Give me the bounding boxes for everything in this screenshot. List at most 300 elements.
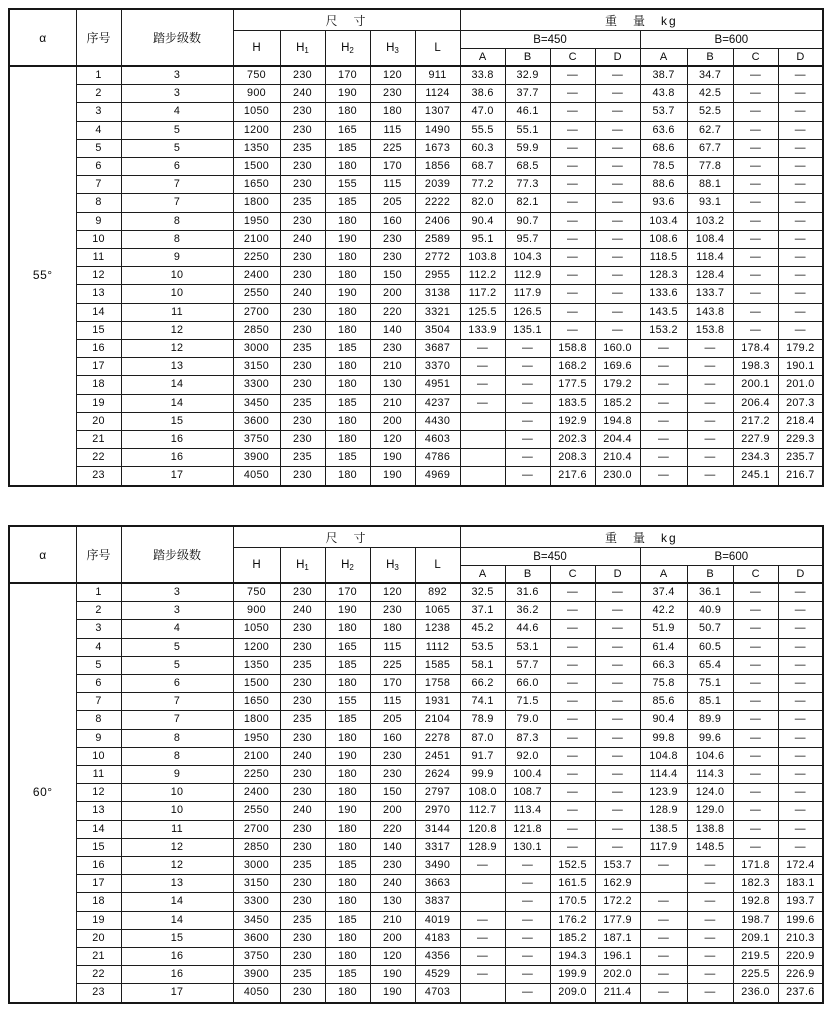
table-cell: 47.0 (460, 103, 505, 121)
table-cell: 3 (121, 583, 233, 602)
table-cell: — (733, 285, 778, 303)
table-cell: — (550, 766, 595, 784)
table-cell: 180 (325, 249, 370, 267)
table-cell: 190 (325, 85, 370, 103)
table-cell: 172.2 (595, 893, 640, 911)
table-cell: 2250 (233, 766, 280, 784)
table-cell: — (595, 66, 640, 85)
table-cell: 114.4 (640, 766, 687, 784)
table-cell: — (778, 249, 823, 267)
table-cell: 892 (415, 583, 460, 602)
table-cell: — (733, 656, 778, 674)
table-cell: 1800 (233, 194, 280, 212)
table-cell: 6 (76, 158, 121, 176)
table-cell: — (550, 103, 595, 121)
table-cell: 185 (325, 194, 370, 212)
table-cell: — (687, 857, 733, 875)
table-cell: 230 (280, 820, 325, 838)
table-cell: — (778, 620, 823, 638)
table-cell: — (505, 467, 550, 486)
table-cell: 3 (76, 103, 121, 121)
table-cell: 3000 (233, 857, 280, 875)
table-cell: 230 (280, 729, 325, 747)
table-cell: 205 (370, 711, 415, 729)
table-cell: — (595, 85, 640, 103)
table-cell: 183.5 (550, 394, 595, 412)
table-cell: 207.3 (778, 394, 823, 412)
table-cell: 1490 (415, 121, 460, 139)
table-cell: — (687, 467, 733, 486)
table-cell: — (550, 729, 595, 747)
table-cell: 62.7 (687, 121, 733, 139)
table-cell: 3300 (233, 893, 280, 911)
table-cell: 172.4 (778, 857, 823, 875)
table-cell: 130.1 (505, 838, 550, 856)
table-cell: 230 (280, 303, 325, 321)
table-cell: 230 (370, 747, 415, 765)
table-cell: 3663 (415, 875, 460, 893)
table-cell: 77.2 (460, 176, 505, 194)
table-cell: 220 (370, 820, 415, 838)
table-cell: 115 (370, 693, 415, 711)
table-cell: 230 (280, 875, 325, 893)
table-cell: 230 (370, 857, 415, 875)
table-cell: 153.2 (640, 321, 687, 339)
table-cell: — (733, 267, 778, 285)
table-cell: 1050 (233, 620, 280, 638)
table-cell: 7 (121, 194, 233, 212)
table-row (9, 121, 823, 139)
table-cell: 17 (121, 467, 233, 486)
table-cell: 22 (76, 449, 121, 467)
table-cell: 168.2 (550, 358, 595, 376)
table-cell: 37.1 (460, 602, 505, 620)
table-cell (460, 984, 505, 1003)
table-cell: 190 (370, 966, 415, 984)
table-cell: — (595, 638, 640, 656)
table-cell: 3450 (233, 911, 280, 929)
table-cell: 4430 (415, 412, 460, 430)
table-cell: 160 (370, 212, 415, 230)
table-cell: 4703 (415, 984, 460, 1003)
table-cell: 240 (280, 230, 325, 248)
table-cell: — (733, 784, 778, 802)
table-cell: 180 (325, 358, 370, 376)
table-cell: 170 (325, 583, 370, 602)
table-cell: 120.8 (460, 820, 505, 838)
table-cell: 61.4 (640, 638, 687, 656)
table-cell: 117.2 (460, 285, 505, 303)
table-cell: 124.0 (687, 784, 733, 802)
table-cell: — (550, 285, 595, 303)
table-row (9, 675, 823, 693)
table-cell: — (595, 656, 640, 674)
table-cell: 66.2 (460, 675, 505, 693)
table-cell: — (505, 948, 550, 966)
table-cell: 75.8 (640, 675, 687, 693)
table-cell: 115 (370, 121, 415, 139)
col-header-alpha: α (9, 9, 76, 66)
table-cell: 123.9 (640, 784, 687, 802)
table-cell: 2970 (415, 802, 460, 820)
table-cell: — (733, 838, 778, 856)
table-cell: — (550, 675, 595, 693)
table-cell: — (778, 729, 823, 747)
table-cell: 16 (121, 948, 233, 966)
table-cell: 68.7 (460, 158, 505, 176)
table-cell: 1200 (233, 638, 280, 656)
table-cell: 230 (280, 893, 325, 911)
table-cell: 88.6 (640, 176, 687, 194)
table-cell: 230 (370, 602, 415, 620)
group-header-weight: 重 量 kg (460, 9, 823, 31)
table-cell: 192.9 (550, 412, 595, 430)
table-cell: 133.6 (640, 285, 687, 303)
table-cell: — (778, 103, 823, 121)
col-header-h: H (233, 548, 280, 584)
table-cell: 11 (76, 249, 121, 267)
table-cell: 85.1 (687, 693, 733, 711)
table-cell: 220 (370, 303, 415, 321)
table-cell: 91.7 (460, 747, 505, 765)
table-cell: 1800 (233, 711, 280, 729)
table-cell: 78.5 (640, 158, 687, 176)
table-cell: — (733, 121, 778, 139)
table-cell: — (778, 656, 823, 674)
table-cell: 68.5 (505, 158, 550, 176)
table-cell: — (687, 394, 733, 412)
table-row (9, 766, 823, 784)
table-cell: 90.7 (505, 212, 550, 230)
table-cell: 230 (280, 675, 325, 693)
table-cell: 183.1 (778, 875, 823, 893)
table-cell: 235 (280, 966, 325, 984)
table-cell: 4019 (415, 911, 460, 929)
table-cell: — (733, 303, 778, 321)
table-cell: 143.8 (687, 303, 733, 321)
table-cell: 1350 (233, 656, 280, 674)
table-cell: 112.7 (460, 802, 505, 820)
table-cell: 235 (280, 656, 325, 674)
table-cell: 1950 (233, 729, 280, 747)
table-cell: — (595, 620, 640, 638)
table-cell: — (733, 693, 778, 711)
table-cell: — (687, 984, 733, 1003)
table-cell: 230 (280, 620, 325, 638)
table-cell: 230 (280, 358, 325, 376)
table-cell: 180 (325, 620, 370, 638)
table-cell: 200 (370, 285, 415, 303)
table-cell: 140 (370, 838, 415, 856)
table-cell: — (595, 230, 640, 248)
table-row (9, 893, 823, 911)
table-cell: 7 (121, 693, 233, 711)
table-cell: 13 (121, 875, 233, 893)
col-header-h: H (233, 31, 280, 67)
table-cell: 199.9 (550, 966, 595, 984)
table-cell: 42.2 (640, 602, 687, 620)
table-cell: — (550, 820, 595, 838)
table-cell: 8 (121, 212, 233, 230)
table-cell: 235 (280, 711, 325, 729)
table-cell: 190 (370, 449, 415, 467)
table-cell: — (687, 911, 733, 929)
table-cell: — (595, 729, 640, 747)
table-cell: 140 (370, 321, 415, 339)
table-cell: 4529 (415, 966, 460, 984)
table-cell: 176.2 (550, 911, 595, 929)
table-cell: 11 (76, 766, 121, 784)
table-cell: — (550, 693, 595, 711)
table-cell: — (595, 321, 640, 339)
table-cell: — (778, 602, 823, 620)
table-cell: 44.6 (505, 620, 550, 638)
table-cell: 227.9 (733, 431, 778, 449)
table-cell: 3750 (233, 431, 280, 449)
table-cell: 135.1 (505, 321, 550, 339)
table-cell: 230 (280, 412, 325, 430)
table-cell: 200.1 (733, 376, 778, 394)
table-cell: 2222 (415, 194, 460, 212)
table-row (9, 431, 823, 449)
table-cell: 5 (121, 121, 233, 139)
table-cell: 5 (121, 656, 233, 674)
table-cell: 10 (121, 285, 233, 303)
table-cell: 8 (121, 230, 233, 248)
table-row (9, 340, 823, 358)
table-cell: 128.3 (640, 267, 687, 285)
table-cell: 117.9 (505, 285, 550, 303)
group-header-dimensions: 尺 寸 (233, 9, 460, 31)
table-cell: — (778, 194, 823, 212)
table-cell: 115 (370, 176, 415, 194)
table-cell: 225 (370, 139, 415, 157)
table-cell: 6 (121, 675, 233, 693)
table-row (9, 729, 823, 747)
table-cell: — (778, 802, 823, 820)
table-cell: 230 (280, 929, 325, 947)
table-cell: — (595, 121, 640, 139)
table-cell: 59.9 (505, 139, 550, 157)
table-cell: 128.9 (640, 802, 687, 820)
table-cell: 15 (76, 838, 121, 856)
table-cell: 148.5 (687, 838, 733, 856)
table-cell: 199.6 (778, 911, 823, 929)
col-header-b600-a: A (640, 566, 687, 584)
table-cell: 17 (76, 358, 121, 376)
table-cell: — (778, 303, 823, 321)
table-cell: 2700 (233, 303, 280, 321)
table-cell: 65.4 (687, 656, 733, 674)
table-cell: 12 (121, 340, 233, 358)
table-cell: 190 (370, 467, 415, 486)
table-cell: — (778, 583, 823, 602)
table-cell: 205 (370, 194, 415, 212)
table-cell: 2039 (415, 176, 460, 194)
col-header-h1: $H_1$ (280, 548, 325, 584)
table-cell: 2624 (415, 766, 460, 784)
table-row (9, 583, 823, 602)
table-row (9, 85, 823, 103)
table-cell: 202.3 (550, 431, 595, 449)
table-cell: — (505, 412, 550, 430)
table-cell: 230 (280, 376, 325, 394)
table-cell: — (733, 729, 778, 747)
col-header-b600-c: C (733, 566, 778, 584)
table-cell: 185 (325, 394, 370, 412)
table-cell: 16 (76, 857, 121, 875)
table-cell: — (550, 249, 595, 267)
table-cell: — (733, 158, 778, 176)
table-cell: 57.7 (505, 656, 550, 674)
table-cell: — (733, 802, 778, 820)
table-cell (640, 875, 687, 893)
table-cell: — (778, 158, 823, 176)
table-cell: — (640, 467, 687, 486)
table-cell: — (550, 656, 595, 674)
table-cell: 208.3 (550, 449, 595, 467)
table-cell: — (595, 838, 640, 856)
table-cell: 185 (325, 911, 370, 929)
table-cell: 1238 (415, 620, 460, 638)
table-cell: 60.3 (460, 139, 505, 157)
spec-table-alpha-55 (8, 8, 824, 487)
table-cell: 77.8 (687, 158, 733, 176)
table-cell: 2278 (415, 729, 460, 747)
table-cell: 10 (121, 802, 233, 820)
table-cell: 108.0 (460, 784, 505, 802)
col-header-b600-b: B (687, 49, 733, 67)
table-cell: 66.3 (640, 656, 687, 674)
table-cell: 128.9 (460, 838, 505, 856)
table-cell: — (687, 966, 733, 984)
table-cell: 3321 (415, 303, 460, 321)
table-cell: 15 (121, 412, 233, 430)
table-cell: — (550, 230, 595, 248)
table-row (9, 212, 823, 230)
table-cell: 200 (370, 412, 415, 430)
table-cell: 121.8 (505, 820, 550, 838)
table-cell: 7 (76, 693, 121, 711)
table-cell: 210 (370, 394, 415, 412)
table-cell: 190 (325, 285, 370, 303)
table-cell: 900 (233, 602, 280, 620)
table-cell: 180 (325, 431, 370, 449)
col-header-h3: $H_3$ (370, 548, 415, 584)
table-cell: — (505, 893, 550, 911)
col-header-b600-c: C (733, 49, 778, 67)
table-cell: 180 (370, 620, 415, 638)
table-cell: — (505, 911, 550, 929)
table-row (9, 966, 823, 984)
table-cell: 180 (325, 675, 370, 693)
table-cell: 180 (325, 820, 370, 838)
table-cell: — (595, 194, 640, 212)
table-cell: 128.4 (687, 267, 733, 285)
table-cell: 9 (121, 249, 233, 267)
table-cell: — (640, 394, 687, 412)
table-cell: — (640, 412, 687, 430)
table-cell: 230 (280, 267, 325, 285)
table-cell: 8 (76, 194, 121, 212)
table-cell: 16 (121, 966, 233, 984)
table-cell: 20 (76, 929, 121, 947)
table-cell: 230 (280, 984, 325, 1003)
table-cell: — (733, 602, 778, 620)
table-cell: 108.7 (505, 784, 550, 802)
table-cell: — (778, 711, 823, 729)
table-cell: 108.6 (640, 230, 687, 248)
table-cell: 4969 (415, 467, 460, 486)
table-cell: — (640, 857, 687, 875)
alpha-value-cell: 55° (9, 66, 76, 486)
table-cell: 204.4 (595, 431, 640, 449)
table-cell: — (778, 230, 823, 248)
table-cell: 12 (76, 784, 121, 802)
table-cell: 194.3 (550, 948, 595, 966)
table-cell: 34.7 (687, 66, 733, 85)
alpha-value-cell: 60° (9, 583, 76, 1003)
table-cell: 10 (76, 230, 121, 248)
table-cell: 103.4 (640, 212, 687, 230)
table-cell: 112.9 (505, 267, 550, 285)
table-cell: 193.7 (778, 893, 823, 911)
table-row (9, 285, 823, 303)
table-cell: 53.1 (505, 638, 550, 656)
table-cell: 53.7 (640, 103, 687, 121)
table-cell: 2 (76, 85, 121, 103)
table-cell: 2400 (233, 267, 280, 285)
table-cell: 230 (370, 766, 415, 784)
table-cell: — (550, 139, 595, 157)
table-cell: — (505, 394, 550, 412)
table-cell: 3317 (415, 838, 460, 856)
table-cell: 235 (280, 449, 325, 467)
table-cell: — (595, 802, 640, 820)
table-cell: 187.1 (595, 929, 640, 947)
table-cell: 5 (76, 139, 121, 157)
table-cell: 1758 (415, 675, 460, 693)
table-cell: 104.3 (505, 249, 550, 267)
table-row (9, 693, 823, 711)
table-cell: — (595, 158, 640, 176)
table-cell: 226.9 (778, 966, 823, 984)
table-cell: — (640, 358, 687, 376)
table-cell: 87.3 (505, 729, 550, 747)
table-cell: — (687, 449, 733, 467)
table-cell: — (550, 176, 595, 194)
table-cell: — (778, 693, 823, 711)
table-cell: 180 (325, 838, 370, 856)
table-cell: — (595, 784, 640, 802)
table-cell: 66.0 (505, 675, 550, 693)
table-cell: — (460, 948, 505, 966)
table-cell: 230 (280, 121, 325, 139)
table-cell: 7 (76, 176, 121, 194)
table-cell: — (550, 66, 595, 85)
table-cell: 10 (121, 784, 233, 802)
table-cell: 88.1 (687, 176, 733, 194)
table-cell: — (733, 249, 778, 267)
table-cell: 155 (325, 176, 370, 194)
table-cell: — (733, 321, 778, 339)
table-cell: 230 (280, 431, 325, 449)
col-header-b450-a: A (460, 49, 505, 67)
table-row (9, 911, 823, 929)
table-cell: 17 (121, 984, 233, 1003)
table-cell: 3138 (415, 285, 460, 303)
table-cell: 240 (280, 802, 325, 820)
